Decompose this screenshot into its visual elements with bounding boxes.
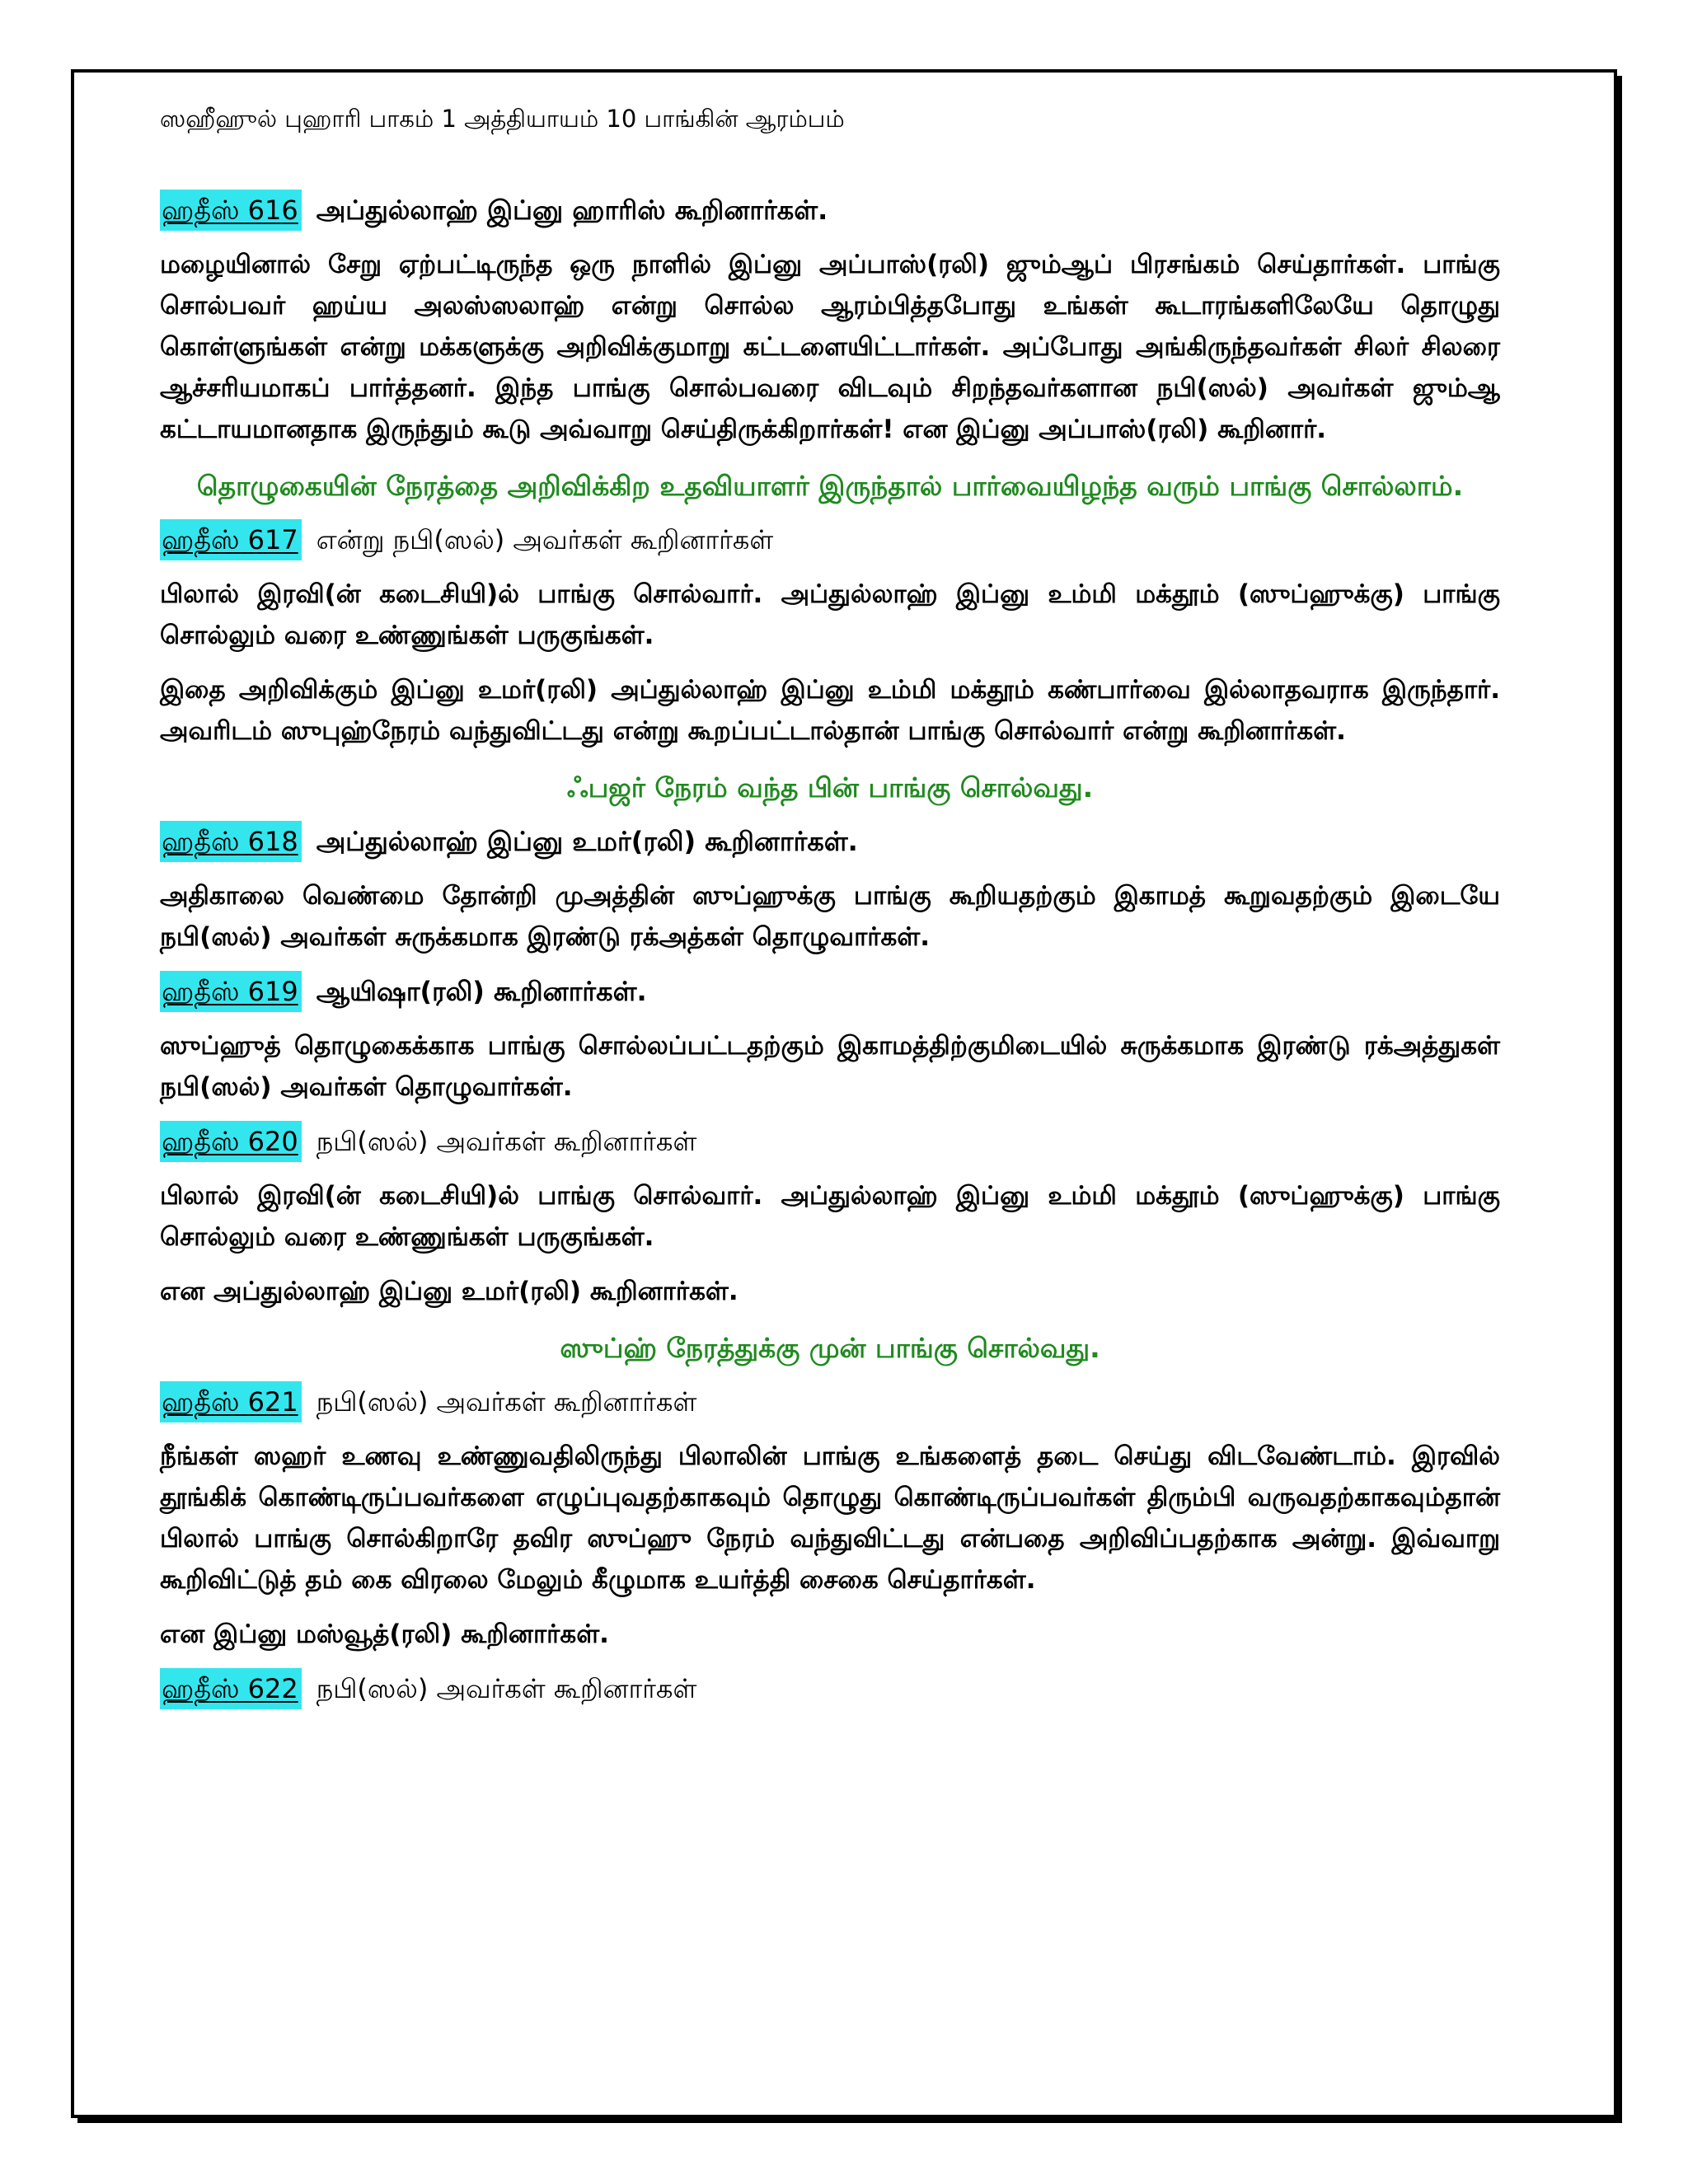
- hadith-number-tag: ஹதீஸ் 616: [160, 190, 302, 231]
- hadith-paragraph: என இப்னு மஸ்வூத்(ரலி) கூறினார்கள்.: [160, 1619, 609, 1649]
- hadith-paragraph: இதை அறிவிக்கும் இப்னு உமர்(ரலி) அப்துல்லாஹ் இப்னு உம்மி மக்தூம் கண்பார்வை இல்லாதவராக இருந்தார். அவரிடம் ஸுபுஹ்நேரம் வந்துவிட்டது என்று கூறப்பட்டால்தான் பாங்கு சொல்வார் என்று கூறினார்கள்.: [160, 675, 1500, 746]
- hadith-narrator: என்று நபி(ஸல்) அவர்கள் கூறினார்கள்: [316, 524, 774, 555]
- hadith-heading-622: [160, 1668, 1500, 1709]
- hadith-narrator: நபி(ஸல்) அவர்கள் கூறினார்கள்: [316, 1673, 697, 1704]
- hadith-paragraph: பிலால் இரவி(ன் கடைசியி)ல் பாங்கு சொல்வார். அப்துல்லாஹ் இப்னு உம்மி மக்தூம் (ஸுப்ஹுக்கு) பாங்கு சொல்லும் வரை உண்ணுங்கள் பருகுங்கள்.: [160, 579, 1500, 650]
- hadith-narrator: ஆயிஷா(ரலி) கூறினார்கள்.: [316, 976, 647, 1007]
- hadith-paragraph: ஸுப்ஹுத் தொழுகைக்காக பாங்கு சொல்லப்பட்டதற்கும் இகாமத்திற்குமிடையில் சுருக்கமாக இரண்டு ரக்அத்துகள் நபி(ஸல்) அவர்கள் தொழுவார்கள்.: [160, 1031, 1500, 1102]
- hadith-narrator: நபி(ஸல்) அவர்கள் கூறினார்கள்: [316, 1386, 697, 1418]
- hadith-heading-619: [160, 971, 1500, 1012]
- document-body: [160, 99, 1500, 1722]
- hadith-heading-616: [160, 190, 1500, 231]
- hadith-number-tag: ஹதீஸ் 617: [160, 519, 302, 560]
- hadith-heading-618: [160, 821, 1500, 862]
- hadith-paragraph: நீங்கள் ஸஹர் உணவு உண்ணுவதிலிருந்து பிலாலின் பாங்கு உங்களைத் தடை செய்து விடவேண்டாம். இரவில் தூங்கிக் கொண்டிருப்பவர்களை எழுப்புவதற்காகவும் தொழுது கொண்டிருப்பவர்கள் திரும்பி வருவதற்காகவும்தான் பிலால் பாங்கு சொல்கிறாரே தவிர ஸுப்ஹு நேரம் வந்துவிட்டது என்பதை அறிவிப்பதற்காக அன்று. இவ்வாறு கூறிவிட்டுத் தம் கை விரலை மேலும் கீழுமாக உயர்த்தி சைகை செய்தார்கள்.: [160, 1441, 1500, 1595]
- hadith-number-tag: ஹதீஸ் 619: [160, 971, 302, 1012]
- page-shadow-right: [1617, 76, 1622, 2120]
- hadith-number-tag: ஹதீஸ் 618: [160, 821, 302, 862]
- running-header: ஸஹீஹுல் புஹாரி பாகம் 1 அத்தியாயம் 10 பாங்கின் ஆரம்பம்: [160, 105, 845, 133]
- hadith-narrator: அப்துல்லாஹ் இப்னு ஹாரிஸ் கூறினார்கள்.: [316, 194, 828, 226]
- chapter-title: ஃபஜர் நேரம் வந்த பின் பாங்கு சொல்வது.: [566, 771, 1094, 804]
- hadith-paragraph: அதிகாலை வெண்மை தோன்றி முஅத்தின் ஸுப்ஹுக்கு பாங்கு கூறியதற்கும் இகாமத் கூறுவதற்கும் இடையே நபி(ஸல்) அவர்கள் சுருக்கமாக இரண்டு ரக்அத்கள் தொழுவார்கள்.: [160, 881, 1500, 952]
- hadith-number-tag: ஹதீஸ் 622: [160, 1668, 302, 1709]
- chapter-title: ஸுப்ஹ் நேரத்துக்கு முன் பாங்கு சொல்வது.: [560, 1332, 1100, 1364]
- hadith-number-tag: ஹதீஸ் 621: [160, 1381, 302, 1422]
- page-shadow-bottom: [77, 2118, 1622, 2123]
- hadith-narrator: நபி(ஸல்) அவர்கள் கூறினார்கள்: [316, 1126, 697, 1157]
- hadith-number-tag: ஹதீஸ் 620: [160, 1121, 302, 1162]
- hadith-paragraph: என அப்துல்லாஹ் இப்னு உமர்(ரலி) கூறினார்கள்.: [160, 1277, 738, 1306]
- hadith-paragraph: பிலால் இரவி(ன் கடைசியி)ல் பாங்கு சொல்வார். அப்துல்லாஹ் இப்னு உம்மி மக்தூம் (ஸுப்ஹுக்கு) பாங்கு சொல்லும் வரை உண்ணுங்கள் பருகுங்கள்.: [160, 1181, 1500, 1252]
- chapter-title: தொழுகையின் நேரத்தை அறிவிக்கிற உதவியாளர் இருந்தால் பார்வையிழந்த வரும் பாங்கு சொல்லாம்.: [196, 470, 1464, 502]
- hadith-heading-617: [160, 519, 1500, 560]
- hadith-heading-620: [160, 1121, 1500, 1162]
- hadith-heading-621: [160, 1381, 1500, 1422]
- hadith-narrator: அப்துல்லாஹ் இப்னு உமர்(ரலி) கூறினார்கள்.: [316, 826, 858, 857]
- hadith-paragraph: மழையினால் சேறு ஏற்பட்டிருந்த ஒரு நாளில் இப்னு அப்பாஸ்(ரலி) ஜும்ஆப் பிரசங்கம் செய்தார்கள். பாங்கு சொல்பவர் ஹய்ய அலஸ்ஸலாஹ் என்று சொல்ல ஆரம்பித்தபோது உங்கள் கூடாரங்களிலேயே தொழுது கொள்ளுங்கள் என்று மக்களுக்கு அறிவிக்குமாறு கட்டளையிட்டார்கள். அப்போது அங்கிருந்தவர்கள் சிலர் சிலரை ஆச்சரியமாகப் பார்த்தனர். இந்த பாங்கு சொல்பவரை விடவும் சிறந்தவர்களான நபி(ஸல்) அவர்கள் ஜும்ஆ கட்டாயமானதாக இருந்தும் கூடு அவ்வாறு செய்திருக்கிறார்கள்! என இப்னு அப்பாஸ்(ரலி) கூறினார்.: [160, 250, 1500, 444]
